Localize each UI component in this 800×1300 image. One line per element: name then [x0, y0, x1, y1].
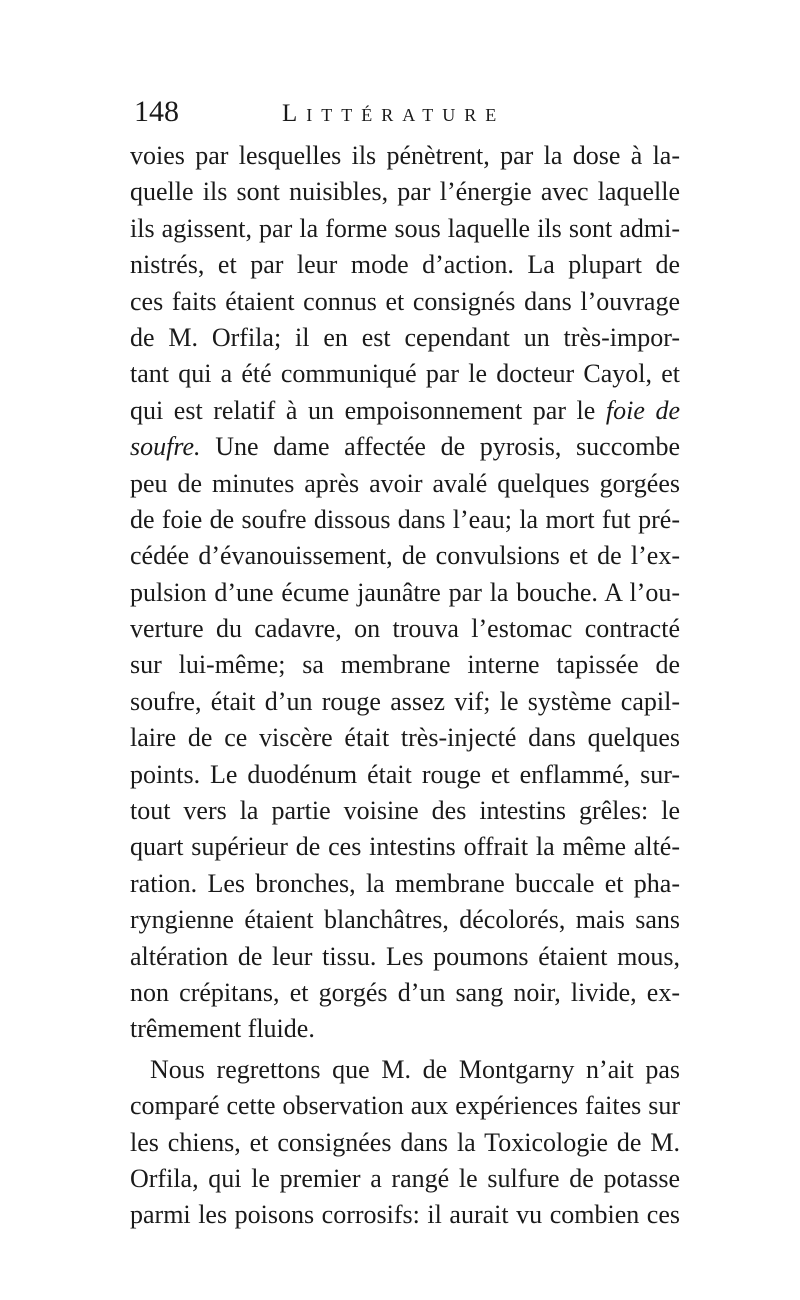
- text-line: comparé cette observation aux expériences faites sur: [130, 1091, 680, 1121]
- text-line: Orfila, qui le premier a rangé le sulfure de potasse: [130, 1163, 680, 1193]
- text-line: tout vers la partie voisine des intestins grêles: le: [130, 796, 680, 826]
- running-title: Littérature: [282, 100, 506, 127]
- text-line: nistrés, et par leur mode d’action. La plupart de: [130, 250, 680, 280]
- text-line: points. Le duodénum était rouge et enflammé, sur-: [130, 759, 680, 789]
- italic-term: soufre.: [130, 432, 201, 462]
- text-line: tant qui a été communiqué par le docteur Cayol, et: [130, 359, 680, 389]
- text-segment: qui est relatif à un empoisonnement par le: [130, 395, 596, 425]
- paragraph-1: [130, 138, 680, 1048]
- text-line: cédée d’évanouissement, de convulsions et de l’ex-: [130, 541, 680, 571]
- text-line: de M. Orfila; il en est cependant un très-impor-: [130, 322, 680, 352]
- text-line: quelle ils sont nuisibles, par l’énergie avec laquelle: [130, 177, 680, 207]
- text-line: Nous regrettons que M. de Montgarny n’ait pas: [150, 1054, 680, 1084]
- text-line: voies par lesquelles ils pénètrent, par la dose à la-: [130, 141, 680, 170]
- text-line: verture du cadavre, on trouva l’estomac contracté: [130, 614, 680, 644]
- paragraph-2: [130, 1052, 680, 1234]
- running-head: [130, 94, 680, 134]
- text-line: parmi les poisons corrosifs: il aurait vu combien ces: [130, 1200, 680, 1230]
- text-line: sur lui-même; sa membrane interne tapissée de: [130, 650, 680, 680]
- text-line: ils agissent, par la forme sous laquelle ils sont admi-: [130, 213, 680, 243]
- text-line: soufre, était d’un rouge assez vif; le système capil-: [130, 686, 680, 716]
- text-line: altération de leur tissu. Les poumons étaient mous,: [130, 941, 680, 971]
- text-line: de foie de soufre dissous dans l’eau; la mort fut pré-: [130, 504, 680, 534]
- italic-term: foie de: [605, 395, 681, 425]
- text-line: trêmement fluide.: [130, 1014, 315, 1044]
- text-line-with-italic: [130, 393, 680, 429]
- text-line-with-italic: [130, 429, 680, 465]
- page-number: 148: [134, 95, 179, 128]
- text-line: ration. Les bronches, la membrane buccale et pha-: [130, 868, 680, 898]
- text-segment: Une dame affectée de pyrosis, succombe: [215, 432, 680, 462]
- text-line: peu de minutes après avoir avalé quelques gorgées: [130, 468, 680, 498]
- text-line: pulsion d’une écume jaunâtre par la bouche. A l’ou-: [130, 577, 680, 607]
- text-line: quart supérieur de ces intestins offrait la même alté-: [130, 832, 680, 862]
- text-line: les chiens, et consignées dans la Toxicologie de M.: [130, 1127, 680, 1157]
- text-line: ces faits étaient connus et consignés dans l’ouvrage: [130, 286, 680, 316]
- body-text: [130, 138, 680, 1234]
- text-line: non crépitans, et gorgés d’un sang noir, livide, ex-: [130, 977, 680, 1007]
- text-line: laire de ce viscère était très-injecté dans quelques: [130, 723, 680, 753]
- text-line: ryngienne étaient blanchâtres, décolorés, mais sans: [130, 905, 680, 935]
